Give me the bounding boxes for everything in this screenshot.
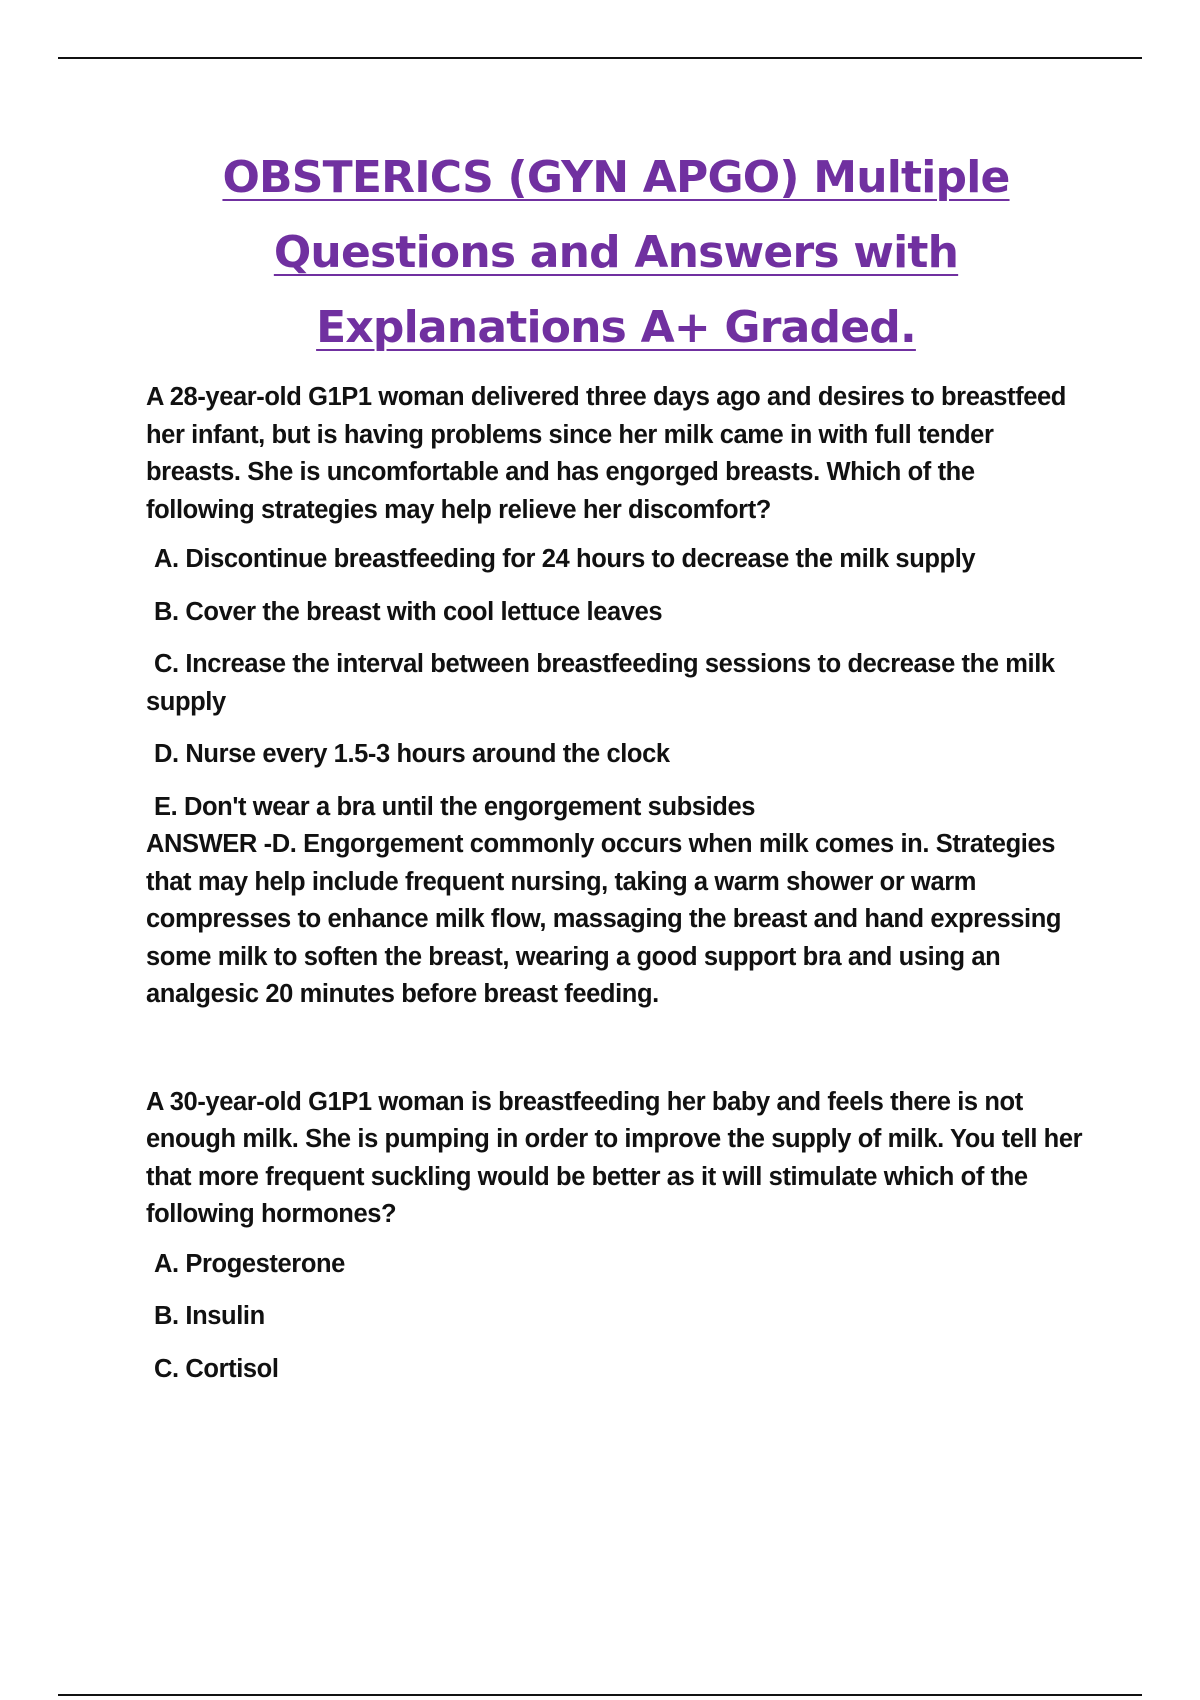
title-line-2: Questions and Answers with (273, 227, 959, 278)
bottom-rule (58, 1694, 1142, 1696)
question-2-stem: A 30-year-old G1P1 woman is breastfeeding her baby and feels there is not enough milk. She is pumping in order to improve the supply of milk. You tell her that more frequent suckling would be better as it will stimulate which of the following hormones? (146, 1087, 1083, 1228)
document-title (146, 140, 1086, 365)
question-spacer (146, 1014, 1086, 1084)
question-1-stem: A 28-year-old G1P1 woman delivered three days ago and desires to breastfeed her infant, but is having problems since her milk came in with full tender breasts. She is uncomfortable and has engorged breasts. Which of the following strategies may help relieve her discomfort? (146, 383, 1066, 524)
document-body (146, 140, 1086, 1403)
question-1-option-a: A. Discontinue breastfeeding for 24 hours to decrease the milk supply (154, 545, 976, 573)
question-1 (146, 379, 1086, 1014)
question-1-option-d: D. Nurse every 1.5-3 hours around the clock (154, 740, 670, 768)
title-line-1: OBSTERICS (GYN APGO) Multiple (222, 152, 1010, 203)
question-1-option-c-text: C. Increase the interval between breastfeeding sessions to decrease the milk supply (146, 650, 1055, 716)
title-line-3: Explanations A+ Graded. (316, 302, 916, 353)
question-2-option-b: B. Insulin (154, 1302, 265, 1330)
question-1-option-e: E. Don't wear a bra until the engorgement subsides (154, 792, 756, 821)
top-rule (58, 57, 1142, 59)
question-2 (146, 1084, 1086, 1389)
question-1-option-b: B. Cover the breast with cool lettuce leaves (154, 597, 663, 626)
question-1-option-c (146, 646, 1086, 721)
question-1-answer: ANSWER -D. Engorgement commonly occurs when milk comes in. Strategies that may help include frequent nursing, taking a warm shower or warm compresses to enhance milk flow, massaging the breast and hand expressing some milk to soften the breast, wearing a good support bra and using an analgesic 20 minutes before breast feeding. (146, 830, 1062, 1008)
question-2-option-a: A. Progesterone (154, 1249, 345, 1278)
question-2-option-c: C. Cortisol (154, 1354, 279, 1383)
